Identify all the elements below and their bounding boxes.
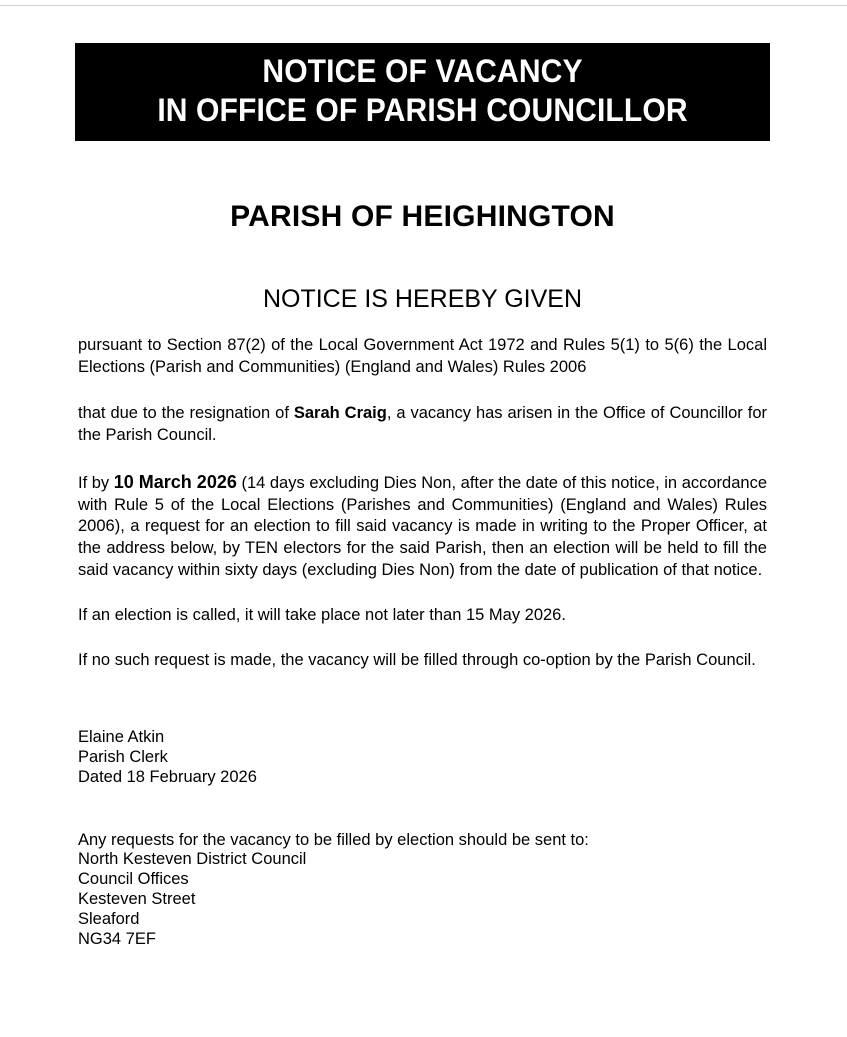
election-request-paragraph (75, 471, 770, 583)
address-line-4: Sleaford (78, 909, 140, 928)
clerk-role: Parish Clerk (78, 747, 168, 766)
address-postcode: NG34 7EF (78, 929, 156, 948)
address-block (75, 831, 770, 950)
notice-banner (75, 43, 770, 141)
cooption-paragraph: If no such request is made, the vacancy will be filled through co-option by the Parish Council. (78, 651, 756, 670)
election-date-paragraph: If an election is called, it will take place not later than 15 May 2026. (78, 606, 566, 625)
banner-line-2: IN OFFICE OF PARISH COUNCILLOR (157, 92, 688, 129)
notice-hereby-given-title: NOTICE IS HEREBY GIVEN (262, 285, 583, 314)
address-line-2: Council Offices (78, 870, 189, 889)
resignation-suffix: , a vacancy has arisen in the Office of Councillor for the Parish Council. (78, 403, 767, 444)
request-suffix: (14 days excluding Dies Non, after the date of this notice, in accordance with Rule 5 of the Local Elections (Parishes and Communities) (England and Wales) Rules 2006), a request for an election to fill said vacancy is made in writing to the Proper Officer, at the address below, by TEN electors for the said Parish, then an election will be held to fill the said vacancy within sixty days (excluding Dies Non) from the date of publication of that notice. (78, 473, 767, 580)
page-top-divider (0, 5, 847, 6)
deadline-date: 10 March 2026 (113, 471, 237, 492)
parish-title: PARISH OF HEIGHINGTON (230, 200, 615, 234)
resignation-prefix: that due to the resignation of (78, 403, 294, 422)
statute-reference-paragraph: pursuant to Section 87(2) of the Local Government Act 1972 and Rules 5(1) to 5(6) the Local Elections (Parish and Communities) (England and Wales) Rules 2006 (78, 335, 767, 376)
address-intro: Any requests for the vacancy to be filled by election should be sent to: (78, 830, 589, 849)
signature-block (75, 728, 770, 787)
address-line-3: Kesteven Street (78, 889, 196, 908)
address-line-1: North Kesteven District Council (78, 850, 307, 869)
resignation-paragraph (75, 403, 770, 447)
banner-line-1: NOTICE OF VACANCY (262, 53, 583, 89)
notice-dated: Dated 18 February 2026 (78, 767, 257, 786)
clerk-name: Elaine Atkin (78, 728, 165, 747)
request-prefix: If by (78, 473, 114, 492)
councillor-name: Sarah Craig (293, 403, 387, 422)
notice-content (75, 43, 770, 949)
